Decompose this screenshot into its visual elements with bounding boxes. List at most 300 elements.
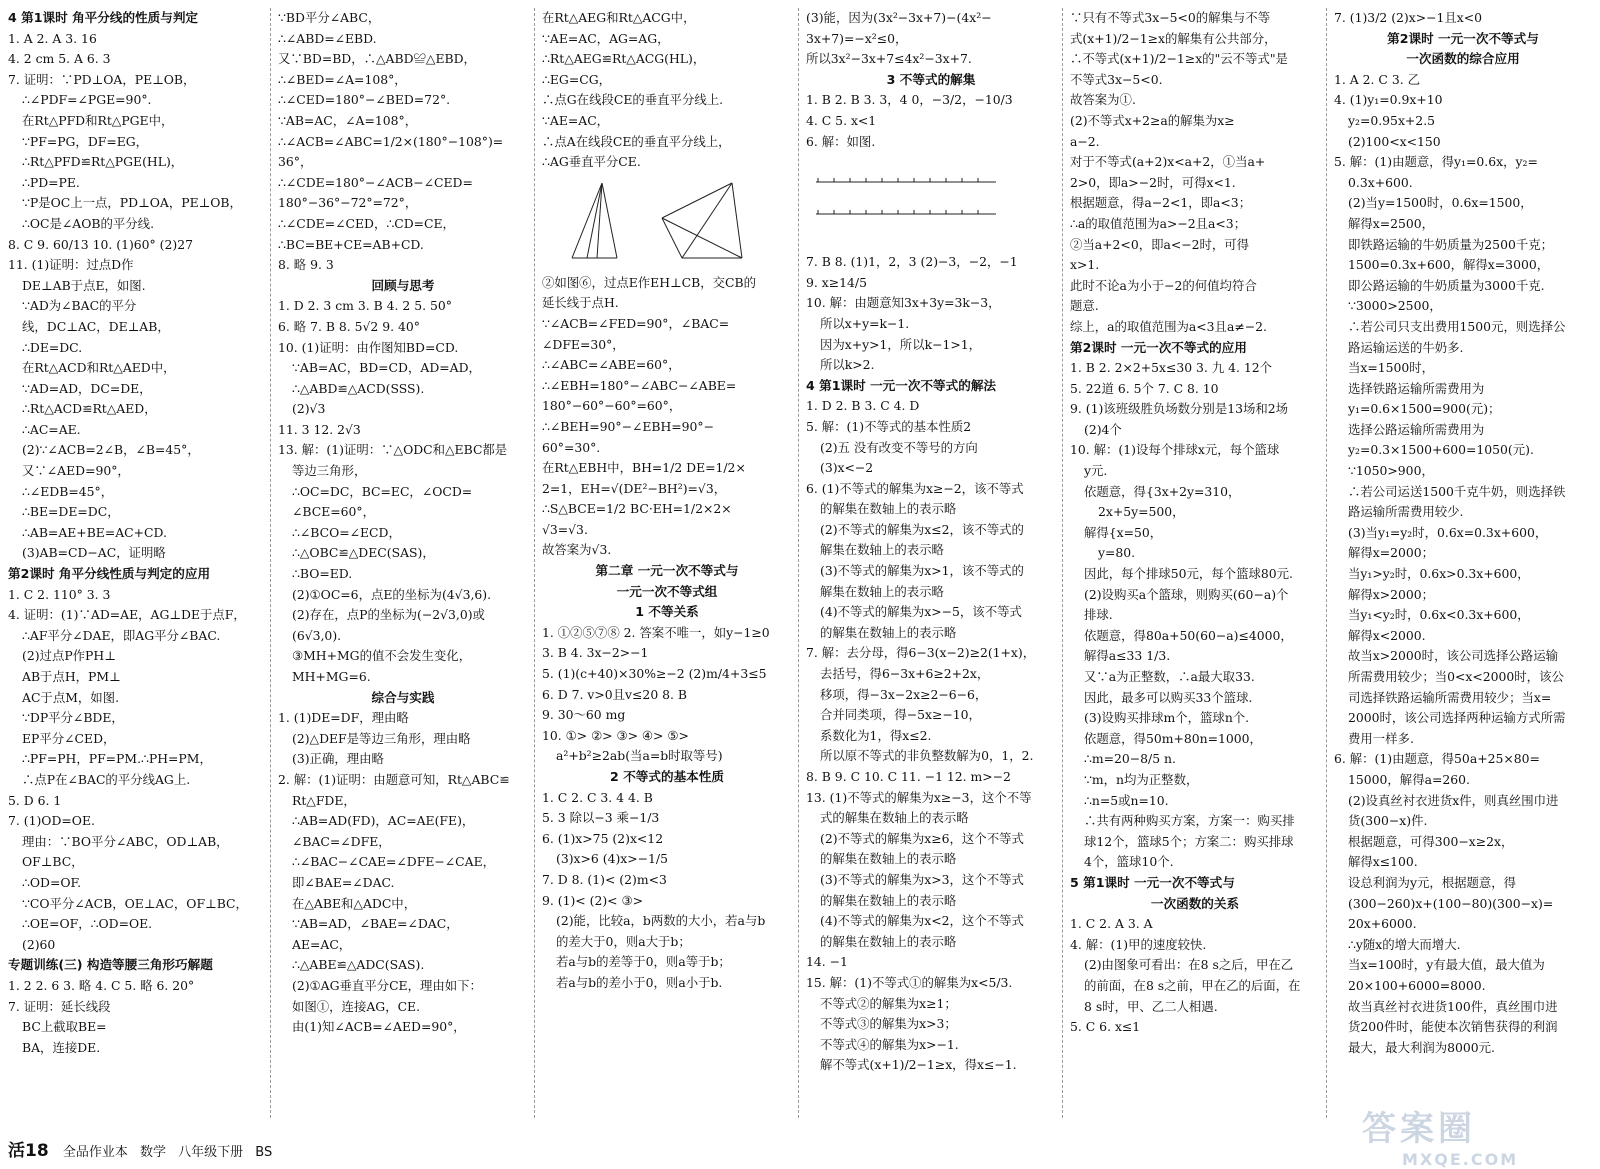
answer-line: 8 s时，甲、乙二人相遇. — [1084, 998, 1218, 1014]
answer-line: ∵AB=AD，∠BAE=∠DAC， — [292, 916, 459, 932]
number-line-diagrams — [806, 152, 1026, 252]
column-divider — [270, 8, 272, 1118]
answer-line: ∴∠BED=∠A=108°， — [278, 71, 407, 87]
answer-line: x>1. — [1070, 257, 1100, 273]
answer-line: 的解集在数轴上的表示略 — [820, 892, 957, 908]
answer-line: ∴OC=DC，BC=EC，∠OCD= — [292, 483, 473, 499]
section-heading: 综合与实践 — [371, 689, 435, 705]
answer-line: (2)△DEF是等边三角形，理由略 — [292, 730, 471, 746]
answer-line: 1. ①②⑤⑦⑧ 2. 答案不唯一，如y−1≥0 — [542, 624, 770, 640]
answer-line: 因为x+y>1，所以k−1>1， — [820, 336, 982, 352]
answer-line: 4. C 5. x<1 — [806, 112, 877, 128]
answer-line: 5. D 6. 1 — [8, 792, 62, 808]
answer-line: (2)五 没有改变不等号的方向 — [820, 439, 978, 455]
answer-line: 1. 2 2. 6 3. 略 4. C 5. 略 6. 20° — [8, 977, 195, 993]
answer-line: ∵AE=AC， — [542, 112, 610, 128]
answer-line: a²+b²≥2ab(当a=b时取等号) — [556, 748, 723, 764]
answer-line: 解得x>2000； — [1348, 586, 1435, 602]
answer-line: ∴BC=BE+CE=AB+CD. — [278, 236, 424, 252]
answer-line: 根据题意，可得300−x≥2x， — [1348, 833, 1514, 849]
answer-line: 选择铁路运输所需费用为 — [1348, 380, 1485, 396]
column-divider — [534, 8, 536, 1118]
answer-line: 11. 3 12. 2√3 — [278, 421, 361, 437]
answer-line: ∴∠EBH=180°−∠ABC−∠ABE= — [542, 377, 737, 393]
answer-line: √3=√3. — [542, 521, 588, 537]
answer-line: 因此，每个排球50元，每个篮球80元. — [1084, 566, 1293, 582]
answer-line: 不等式④的解集为x>−1. — [820, 1036, 959, 1052]
answer-line: (3)AB=CD−AC，证明略 — [22, 545, 166, 561]
answer-line: 2>0，即a>−2时，可得x<1. — [1070, 174, 1236, 190]
answer-line: 费用一样多. — [1348, 730, 1414, 746]
answer-line: 依题意，得{3x+2y=310， — [1084, 483, 1241, 499]
answer-line: 解得{x=50， — [1084, 524, 1163, 540]
answer-line: 即公路运输的牛奶质量为3000千克. — [1348, 277, 1545, 293]
answer-line: ∴点P在∠BAC的平分线AG上. — [22, 771, 191, 787]
answer-line: EP平分∠CED， — [22, 730, 116, 746]
answer-line: 4. 证明：(1)∵AD=AE，AG⊥DE于点F， — [8, 607, 246, 623]
answer-line: ∴∠PDF=∠PGE=90°. — [22, 92, 152, 108]
answer-line: 所以x+y=k−1. — [820, 315, 910, 331]
answer-line: (3)x<−2 — [820, 460, 874, 476]
answer-line: 的解集在数轴上的表示略 — [820, 933, 957, 949]
answer-line: AE=AC， — [292, 936, 352, 952]
answer-line: y₁=0.6×1500=900(元)； — [1348, 401, 1501, 417]
answer-line: ∵AE=AC，AG=AG， — [542, 30, 670, 46]
answer-line: ∴∠BCO=∠ECD， — [292, 524, 401, 540]
answer-line: 14. −1 — [806, 954, 848, 970]
answer-line: 选择公路运输所需费用为 — [1348, 421, 1485, 437]
answer-line: (2)过点P作PH⊥ — [22, 648, 116, 664]
answer-line: 当x=1500时， — [1348, 360, 1435, 376]
answer-line: 9. (1)该班级胜负场数分别是13场和2场 — [1070, 401, 1289, 417]
answer-line: (2)能，比较a，b两数的大小，若a与b — [556, 913, 766, 929]
figure-box — [806, 152, 1056, 252]
answer-line: 不等式②的解集为x≥1； — [820, 995, 957, 1011]
answer-line: 不等式③的解集为x>3； — [820, 1016, 957, 1032]
answer-line: ∴AB=AD(FD)，AC=AE(FE)， — [292, 813, 475, 829]
answer-line: 理由：∵BO平分∠ABC，OD⊥AB， — [22, 833, 229, 849]
watermark-site: MXQE.COM — [1402, 1150, 1519, 1169]
answer-line: ∴△ABD≌△ACD(SSS). — [292, 380, 425, 396]
triangle-side — [662, 218, 682, 258]
answer-line: ∴Rt△AEG≌Rt△ACG(HL)， — [542, 51, 706, 67]
answer-line: 式的解集在数轴上的表示略 — [820, 810, 969, 826]
answer-line: ∠DFE=30°， — [542, 336, 625, 352]
answer-column-6 — [1334, 8, 1592, 1128]
section-heading: 一元一次不等式组 — [616, 583, 718, 599]
section-heading: 2 不等式的基本性质 — [610, 769, 724, 784]
answer-line: 6. D 7. v>0且v≤20 8. B — [542, 686, 688, 702]
answer-line: 10. (1)证明：由作图知BD=CD. — [278, 339, 459, 355]
answer-line: 8. 略 9. 3 — [278, 257, 334, 273]
column-divider — [1062, 8, 1064, 1118]
answer-line: 7. (1)OD=OE. — [8, 813, 95, 829]
answer-line: 在Rt△AEG和Rt△ACG中， — [542, 10, 696, 25]
answer-line: ∴S△BCE=1/2 BC·EH=1/2×2× — [542, 501, 732, 517]
answer-line: ∴y随x的增大而增大. — [1348, 936, 1461, 952]
answer-line: (2)不等式x+2≥a的解集为x≥ — [1070, 112, 1235, 128]
answer-line: 题意. — [1070, 298, 1099, 314]
answer-line: y元. — [1084, 463, 1108, 479]
answer-line: 如图①，连接AG，CE. — [292, 998, 421, 1014]
answer-line: 1. A 2. A 3. 16 — [8, 30, 97, 46]
answer-line: (2)①AG垂直平分CE，理由如下： — [292, 977, 482, 993]
answer-line: ∵AB=AC，∠A=108°， — [278, 112, 418, 128]
answer-line: 4. 2 cm 5. A 6. 3 — [8, 51, 111, 67]
answer-line: 2=1，EH=√(DE²−BH²)=√3， — [542, 480, 727, 496]
answer-line: 1. A 2. C 3. 乙 — [1334, 71, 1420, 87]
answer-line: ∠BCE=60°， — [292, 504, 375, 520]
answer-line: 6. (1)x>75 (2)x<12 — [542, 830, 664, 846]
answer-line: 20×100+6000=8000. — [1348, 977, 1486, 993]
answer-line: 解集在数轴上的表示略 — [820, 542, 944, 558]
answer-line: 又∵BD=BD，∴△ABD≌△EBD， — [278, 51, 476, 67]
answer-line: 故当x>2000时，该公司选择公路运输 — [1348, 648, 1558, 664]
answer-line: ∵AB=AC，BD=CD，AD=AD， — [292, 360, 481, 376]
section-heading: 第二章 一元一次不等式与 — [595, 563, 739, 579]
answer-line: ∵DP平分∠BDE， — [22, 710, 124, 726]
answer-line: (3)当y₁=y₂时，0.6x=0.3x+600， — [1348, 524, 1548, 540]
answer-line: (3)设购买排球m个，篮球n个. — [1084, 710, 1250, 726]
answer-line: 4. (1)y₁=0.9x+10 — [1334, 92, 1443, 108]
answer-line: (3)不等式的解集为x>1，该不等式的 — [820, 563, 1024, 579]
answer-line: 合并同类项，得−5x≥−10， — [820, 707, 981, 723]
answer-line: 因此，最多可以购买33个篮球. — [1084, 689, 1253, 705]
answer-line: 7. (1)3/2 (2)x>−1且x<0 — [1334, 10, 1483, 25]
answer-line: ∴∠ABC=∠ABE=60°， — [542, 357, 681, 373]
answer-line: (2)100<x<150 — [1348, 133, 1441, 149]
answer-line: 5. C 6. x≤1 — [1070, 1019, 1141, 1035]
answer-line: (2)4个 — [1084, 421, 1122, 437]
answer-line: 所需费用较少；当0<x<2000时，该公 — [1348, 669, 1564, 684]
answer-line: 20x+6000. — [1348, 916, 1417, 932]
answer-line: 对于不等式(a+2)x<a+2，①当a+ — [1070, 154, 1266, 170]
subject-label: 数学 — [139, 1145, 166, 1160]
answer-line: 13. 解：(1)证明：∵△ODC和△EBC都是 — [278, 442, 508, 458]
answer-line: 15. 解：(1)不等式①的解集为x<5/3. — [806, 974, 1013, 990]
answer-line: 1. C 2. 110° 3. 3 — [8, 586, 111, 602]
answer-line: 的解集在数轴上的表示略 — [820, 624, 957, 640]
answer-line: (3)能，因为(3x²−3x+7)−(4x²− — [806, 10, 992, 25]
section-heading: 第2课时 角平分线性质与判定的应用 — [8, 566, 211, 582]
answer-line: 2. 解：(1)证明：由题意可知，Rt△ABC≌ — [278, 771, 510, 787]
answer-line: 当y₁>y₂时，0.6x>0.3x+600， — [1348, 566, 1530, 582]
answer-line: ∴DE=DC. — [22, 339, 83, 355]
answer-line: 15000，解得a=260. — [1348, 771, 1470, 787]
answer-line: AB于点H，PM⊥ — [22, 669, 121, 684]
answer-line: 5. 解：(1)由题意，得y₁=0.6x，y₂= — [1334, 154, 1538, 170]
answer-line: 10. ①> ②> ③> ④> ⑤> — [542, 727, 689, 743]
answer-line: 移项，得−3x−2x≥2−6−6， — [820, 686, 988, 702]
section-heading: 5 第1课时 一元一次不等式与 — [1070, 874, 1235, 890]
answer-line: ②当a+2<0，即a<−2时，可得 — [1070, 236, 1250, 252]
answer-line: 8. B 9. C 10. C 11. −1 12. m>−2 — [806, 769, 1011, 784]
answer-line: 6. (1)不等式的解集为x≥−2，该不等式 — [806, 480, 1024, 496]
answer-line: 1. B 2. B 3. 3，4 0，−3/2，−10/3 — [806, 92, 1013, 108]
answer-line: 设总利润为y元，根据题意，得 — [1348, 874, 1517, 890]
watermark-logo — [1362, 1101, 1582, 1169]
answer-line: a−2. — [1070, 133, 1100, 149]
answer-line: 1. (1)DE=DF，理由略 — [278, 710, 409, 726]
section-heading: 第2课时 一元一次不等式的应用 — [1070, 339, 1247, 355]
answer-line: 1500=0.3x+600，解得x=3000， — [1348, 257, 1550, 273]
answer-line: 又∵∠AED=90°， — [22, 463, 130, 479]
watermark-text: 答案圈 — [1362, 1109, 1476, 1149]
answer-line: ∵AD为∠BAC的平分 — [22, 298, 137, 314]
answer-line: ∴a的取值范围为a>−2且a<3； — [1070, 215, 1247, 231]
answer-line: 11. (1)证明：过点D作 — [8, 257, 134, 273]
answer-line: ∵PF=PG，DF=EG， — [22, 133, 149, 149]
answer-line: AC于点M，如图. — [22, 689, 120, 705]
answer-line: ∴共有两种购买方案，方案一：购买排 — [1084, 813, 1295, 829]
answer-line: ∴BE=DE=DC， — [22, 504, 120, 520]
answer-line: 排球. — [1084, 607, 1113, 623]
section-heading: 回顾与思考 — [371, 277, 435, 293]
answer-line: 3. B 4. 3x−2>−1 — [542, 645, 649, 661]
answer-line: 货200件时，能使本次销售获得的利润 — [1348, 1019, 1558, 1035]
answer-line: 球12个，篮球5个；方案二：购买排球 — [1084, 833, 1294, 849]
answer-line: 60°=30°. — [542, 439, 601, 455]
section-heading: 第2课时 一元一次不等式与 — [1387, 30, 1539, 46]
answer-line: ∴OC是∠AOB的平分线. — [22, 215, 155, 231]
answer-line: ∴∠CDE=180°−∠ACB−∠CED= — [278, 174, 473, 190]
triangle-side — [662, 218, 742, 258]
answer-column-1 — [8, 8, 264, 1128]
answer-line: 根据题意，得a−2<1，即a<3； — [1070, 195, 1252, 211]
answer-line: 5. 3 除以−3 乘−1/3 — [542, 810, 660, 826]
answer-line: ∵BD平分∠ABC， — [278, 10, 381, 25]
answer-line: 13. (1)不等式的解集为x≥−3，这个不等 — [806, 789, 1032, 805]
answer-line: 9. 30～60 mg — [542, 707, 626, 723]
answer-line: 6. 解：(1)由题意，得50a+25×80= — [1334, 751, 1540, 767]
answer-line: 依题意，得50m+80n=1000， — [1084, 730, 1262, 746]
answer-line: ∴m=20−8/5 n. — [1084, 751, 1176, 767]
answer-line: ∴n=5或n=10. — [1084, 792, 1169, 808]
answer-column-4 — [806, 8, 1056, 1128]
answer-line: 7. D 8. (1)< (2)m<3 — [542, 871, 667, 887]
answer-line: ∴∠ABD=∠EBD. — [278, 30, 377, 46]
answer-line: Rt△FDE， — [292, 792, 356, 808]
answer-line: ∴AB=AE+BE=AC+CD. — [22, 524, 167, 540]
answer-line: ③MH+MG的值不会发生变化， — [292, 648, 472, 664]
answer-line: 3x+7)=−x²≤0， — [806, 30, 908, 46]
answer-line: 去括号，得6−3x+6≥2+2x， — [820, 666, 990, 682]
edition-label: BS — [255, 1145, 273, 1160]
answer-line: (2)当y=1500时，0.6x=1500， — [1348, 195, 1533, 211]
answer-line: 式(x+1)/2−1≥x的解集有公共部分， — [1070, 30, 1277, 46]
answer-line: (4)不等式的解集为x>−5，该不等式 — [820, 604, 1022, 620]
triangle-side — [602, 183, 617, 258]
answer-line: 1. C 2. C 3. 4 4. B — [542, 789, 653, 805]
section-heading: 专题训练(三) 构造等腰三角形巧解题 — [8, 957, 213, 973]
answer-line: (4)不等式的解集为x<2，这个不等式 — [820, 913, 1024, 929]
section-heading: 1 不等关系 — [635, 604, 699, 620]
answer-line: 180°−36°−72°=72°， — [278, 195, 418, 211]
answer-line: 2x+5y=500， — [1098, 504, 1185, 520]
answer-line: 所以3x²−3x+7≤4x²−3x+7. — [806, 51, 972, 67]
answer-line: BC上截取BE= — [22, 1019, 107, 1035]
answer-line: ∴∠EDB=45°， — [22, 483, 114, 499]
answer-line: ∴∠BEH=90°−∠EBH=90°− — [542, 418, 715, 434]
answer-line: 1. C 2. A 3. A — [1070, 916, 1153, 932]
answer-line: ∴△ABE≌△ADC(SAS). — [292, 957, 425, 973]
answer-line: 在△ABE和△ADC中， — [292, 895, 417, 911]
answer-line: (2)设购买a个篮球，则购买(60−a)个 — [1084, 586, 1289, 602]
answer-line: 2000时，该公司选择两种运输方式所需 — [1348, 710, 1566, 726]
answer-line: 解得x=2000； — [1348, 545, 1435, 561]
answer-line: 等边三角形， — [292, 463, 367, 479]
answer-line: 7. 解：去分母，得6−3(x−2)≥2(1+x)， — [806, 645, 1036, 661]
answer-line: 36°， — [278, 154, 313, 170]
answer-line: 7. 证明：∵PD⊥OA，PE⊥OB， — [8, 71, 196, 87]
answer-line: 解得x<2000. — [1348, 627, 1426, 643]
answer-line: ∴点G在线段CE的垂直平分线上. — [542, 92, 724, 108]
answer-line: ∴△OBC≌△DEC(SAS)， — [292, 545, 435, 561]
answer-line: 依题意，得80a+50(60−a)≤4000， — [1084, 627, 1293, 643]
answer-line: 当y₁<y₂时，0.6x<0.3x+600， — [1348, 607, 1530, 623]
answer-line: (2)√3 — [292, 401, 326, 417]
answer-line: 5. 22道 6. 5个 7. C 8. 10 — [1070, 380, 1219, 396]
answer-line: ∴不等式(x+1)/2−1≥x的"云不等式"是 — [1070, 51, 1288, 67]
answer-line: 6. 略 7. B 8. 5√2 9. 40° — [278, 318, 420, 334]
answer-line: (2)∵∠ACB=2∠B，∠B=45°， — [22, 442, 200, 458]
answer-line: 解得a≤33 1/3. — [1084, 648, 1171, 664]
answer-line: ∵只有不等式3x−5<0的解集与不等 — [1070, 10, 1271, 25]
answer-line: 解不等式(x+1)/2−1≥x，得x≤−1. — [820, 1057, 1017, 1073]
answer-line: ∴OE=OF，∴OD=OE. — [22, 916, 153, 932]
triangle-side — [732, 183, 742, 258]
section-heading: 一次函数的关系 — [1150, 895, 1240, 911]
answer-line: 即铁路运输的牛奶质量为2500千克； — [1348, 236, 1554, 252]
answer-line: 路运输运送的牛奶多. — [1348, 339, 1464, 355]
answer-line: ②如图⑥，过点E作EH⊥CB，交CB的 — [542, 274, 757, 290]
section-heading: 4 第1课时 角平分线的性质与判定 — [8, 10, 199, 25]
answer-line: ∴Rt△PFD≌Rt△PGE(HL)， — [22, 154, 184, 170]
answer-line: 故当真丝衬衣进货100件，真丝围巾进 — [1348, 998, 1558, 1014]
answer-line: ∴∠ACB=∠ABC=1/2×(180°−108°)= — [278, 133, 504, 149]
figure-box — [542, 173, 792, 273]
answer-line: 在Rt△PFD和Rt△PGE中， — [22, 112, 174, 128]
answer-line: 的解集在数轴上的表示略 — [820, 501, 957, 517]
answer-line: 5. (1)(c+40)×30%≥−2 (2)m/4+3≤5 — [542, 666, 767, 682]
answer-line: 即∠BAE=∠DAC. — [292, 874, 395, 890]
triangle-side — [682, 183, 732, 258]
answer-line: 延长线于点H. — [542, 295, 619, 311]
answer-line: 最大，最大利润为8000元. — [1348, 1039, 1495, 1055]
answer-line: (6√3,0). — [292, 627, 342, 643]
answer-line: ∠BAC=∠DFE， — [292, 833, 391, 849]
answer-line: 在Rt△ACD和Rt△AED中， — [22, 360, 176, 376]
column-divider — [1326, 8, 1328, 1118]
answer-line: ∴PD=PE. — [22, 174, 80, 190]
answer-line: 故答案为①. — [1070, 92, 1136, 108]
answer-line: ∴Rt△ACD≌Rt△AED， — [22, 401, 157, 417]
answer-line: ∴OD=OF. — [22, 874, 82, 890]
answer-line: 所以原不等式的非负整数解为0，1，2. — [820, 748, 1034, 764]
answer-line: (2)存在，点P的坐标为(−2√3,0)或 — [292, 607, 485, 623]
answer-line: 不等式3x−5<0. — [1070, 71, 1163, 87]
answer-line: (2)不等式的解集为x≤2，该不等式的 — [820, 521, 1024, 537]
answer-line: ∴PF=PH，PF=PM.∴PH=PM， — [22, 751, 212, 767]
answer-line: y₂=0.3×1500+600=1050(元). — [1348, 442, 1534, 458]
answer-line: 若a与b的差小于0，则a小于b. — [556, 974, 723, 990]
answer-line: BA，连接DE. — [22, 1039, 101, 1055]
answer-line: 解得x≤100. — [1348, 854, 1418, 870]
answer-line: 7. B 8. (1)1，2，3 (2)−3，−2，−1 — [806, 254, 1018, 270]
answer-column-5 — [1070, 8, 1320, 1128]
answer-line: 系数化为1，得x≤2. — [820, 727, 932, 743]
answer-line: (3)不等式的解集为x>3，这个不等式 — [820, 871, 1024, 887]
answer-line: ∴若公司只支出费用1500元，则选择公 — [1348, 318, 1566, 334]
answer-line: (2)设真丝衬衣进货x件，则真丝围巾进 — [1348, 792, 1559, 808]
answer-line: (3)正确，理由略 — [292, 751, 384, 767]
answer-line: DE⊥AB于点E，如图. — [22, 277, 146, 293]
answer-line: y₂=0.95x+2.5 — [1348, 112, 1436, 128]
answer-line: (2)由图象可看出：在8 s之后，甲在乙 — [1084, 957, 1294, 973]
answer-line: 司选择铁路运输所需费用较少；当x= — [1348, 689, 1552, 705]
grade-label: 八年级下册 — [178, 1145, 244, 1160]
answer-line: 10. 解：由题意知3x+3y=3k−3， — [806, 295, 1001, 311]
answer-line: 9. x≥14/5 — [806, 274, 867, 290]
column-divider — [798, 8, 800, 1118]
answer-line: (2)①OC=6，点E的坐标为(4√3,6). — [292, 586, 492, 602]
answer-line: ∴若公司运送1500千克牛奶，则选择铁 — [1348, 483, 1566, 499]
answer-line: 180°−60°−60°=60°， — [542, 398, 682, 414]
answer-line: OF⊥BC， — [22, 854, 84, 870]
answer-line: ∵1050>900， — [1348, 463, 1434, 479]
section-heading: 一次函数的综合应用 — [1406, 51, 1520, 67]
answer-line: 所以k>2. — [820, 357, 875, 373]
answer-column-3 — [542, 8, 792, 1128]
answer-line: ∴∠CED=180°−∠BED=72°. — [278, 92, 451, 108]
answer-line: 的前面，在8 s之前，甲在乙的后面，在 — [1084, 977, 1301, 993]
answer-line: 4个，篮球10个. — [1084, 854, 1174, 870]
answer-line: 的解集在数轴上的表示略 — [820, 851, 957, 867]
answer-line: (2)60 — [22, 936, 56, 952]
answer-line: 故答案为√3. — [542, 542, 612, 558]
answer-line: ∴∠CDE=∠CED，∴CD=CE， — [278, 215, 455, 231]
answer-line: 的差大于0，则a大于b； — [556, 933, 691, 949]
answer-line: 货(300−x)件. — [1348, 813, 1428, 829]
answer-line: 1. D 2. B 3. C 4. D — [806, 398, 920, 414]
answer-line: 综上，a的取值范围为a<3且a≠−2. — [1070, 318, 1267, 334]
answer-line: 5. 解：(1)不等式的基本性质2 — [806, 418, 972, 434]
answer-line: 10. 解：(1)设每个排球x元，每个篮球 — [1070, 442, 1280, 458]
answer-line: 8. C 9. 60/13 10. (1)60° (2)27 — [8, 236, 194, 252]
answer-line: ∵P是OC上一点，PD⊥OA，PE⊥OB， — [22, 195, 242, 211]
answer-line: 0.3x+600. — [1348, 174, 1413, 190]
answer-line: 7. 证明：延长线段 — [8, 998, 111, 1014]
answer-line: (300−260)x+(100−80)(300−x)= — [1348, 895, 1554, 911]
answer-column-2 — [278, 8, 528, 1128]
answer-line: 1. D 2. 3 cm 3. B 4. 2 5. 50° — [278, 298, 452, 314]
answer-line: ∴AC=AE. — [22, 421, 81, 437]
triangle-side — [662, 183, 732, 218]
page-footer — [8, 1136, 280, 1160]
section-heading: 3 不等式的解集 — [886, 71, 976, 87]
answer-line: 路运输所需费用较少. — [1348, 504, 1464, 520]
answer-line: 6. 解：如图. — [806, 133, 876, 149]
answer-line: 1. B 2. 2×2+5x≤30 3. 九 4. 12个 — [1070, 360, 1273, 376]
answer-line: y=80. — [1098, 545, 1136, 561]
answer-line: ∴点A在线段CE的垂直平分线上， — [542, 133, 731, 149]
answer-line: (3)x>6 (4)x>−1/5 — [556, 851, 668, 867]
answer-line: 在Rt△EBH中，BH=1/2 DE=1/2× — [542, 460, 746, 476]
triangle-diagrams — [542, 173, 762, 273]
section-heading: 4 第1课时 一元一次不等式的解法 — [806, 377, 997, 393]
answer-line: ∴EG=CG， — [542, 71, 611, 87]
answer-line: ∴BO=ED. — [292, 566, 353, 582]
